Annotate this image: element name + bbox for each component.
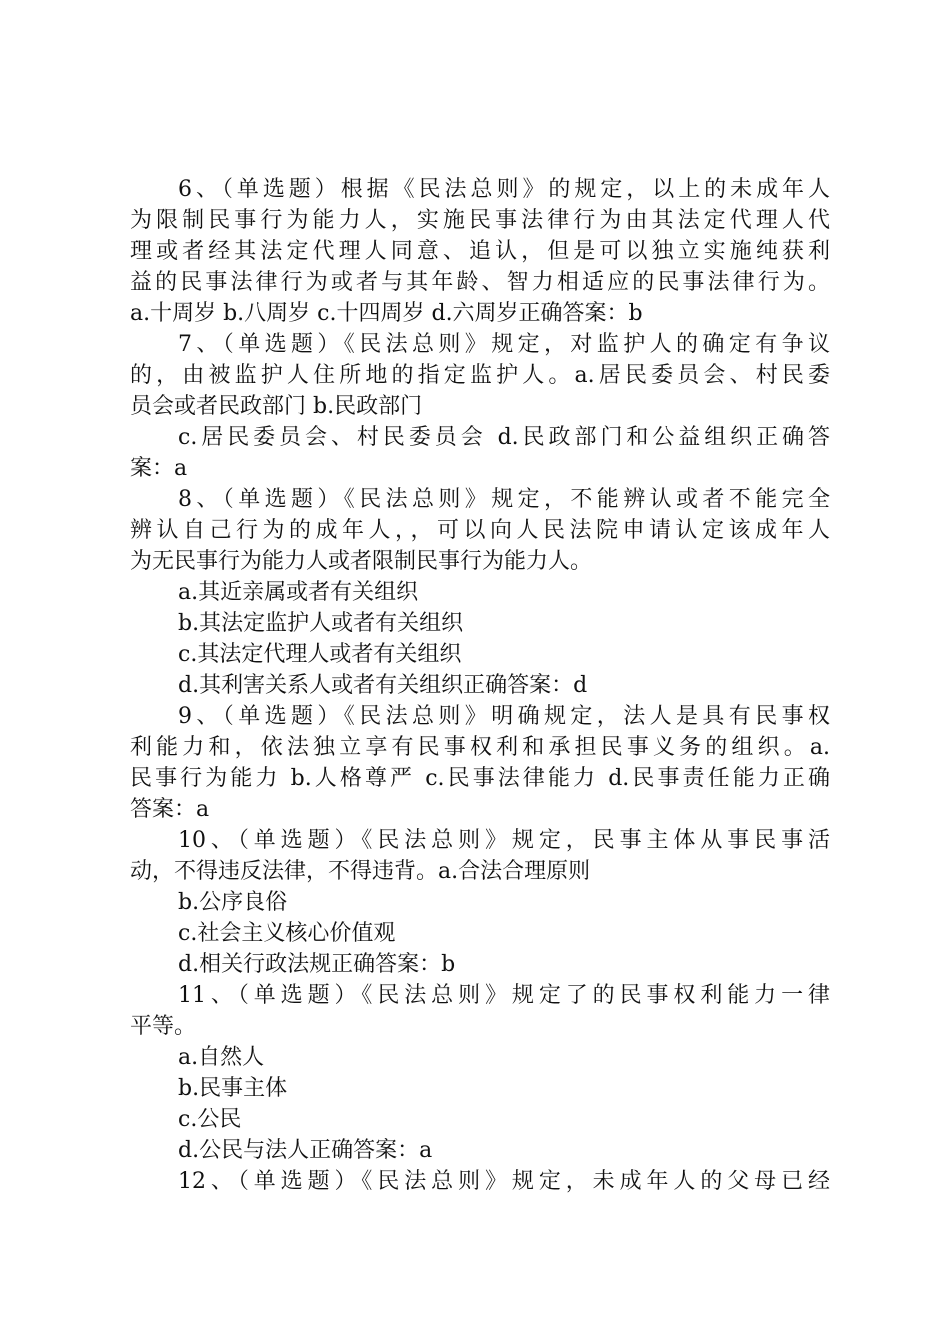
text-line: 7、（单选题）《民法总则》规定，对监护人的确定有争议 [178, 332, 830, 357]
text-line: 益的民事法律行为或者与其年龄、智力相适应的民事法律行为。 [130, 270, 830, 295]
text-line: 动，不得违反法律，不得违背。a.合法合理原则 [130, 859, 591, 884]
text-line: 理或者经其法定代理人同意、追认，但是可以独立实施纯获利 [130, 239, 830, 264]
text-line: 6、（单选题）根据《民法总则》的规定，以上的未成年人 [178, 177, 830, 202]
text-line: d.其利害关系人或者有关组织正确答案：d [178, 673, 588, 698]
text-line: 平等。 [130, 1014, 197, 1039]
text-line: 民事行为能力 b.人格尊严 c.民事法律能力 d.民事责任能力正确 [130, 766, 830, 791]
text-line: a.其近亲属或者有关组织 [178, 580, 419, 605]
text-line: 为限制民事行为能力人，实施民事法律行为由其法定代理人代 [130, 208, 830, 233]
text-line: 11、（单选题）《民法总则》规定了的民事权利能力一律 [178, 983, 830, 1008]
text-line: 8、（单选题）《民法总则》规定，不能辨认或者不能完全 [178, 487, 830, 512]
text-line: 答案：a [130, 797, 210, 822]
text-line: 12、（单选题）《民法总则》规定，未成年人的父母已经 [178, 1169, 830, 1194]
document-body [130, 174, 830, 1197]
text-line: 的，由被监护人住所地的指定监护人。a.居民委员会、村民委 [130, 363, 830, 388]
text-line: 10、（单选题）《民法总则》规定，民事主体从事民事活 [178, 828, 830, 853]
text-line: a.十周岁 b.八周岁 c.十四周岁 d.六周岁正确答案：b [130, 301, 643, 326]
text-line: 辨认自己行为的成年人，，可以向人民法院申请认定该成年人 [130, 518, 830, 543]
text-line: 员会或者民政部门 b.民政部门 [130, 394, 423, 419]
text-line: b.其法定监护人或者有关组织 [178, 611, 464, 636]
text-line: a.自然人 [178, 1045, 265, 1070]
text-line: b.民事主体 [178, 1076, 288, 1101]
text-line: d.相关行政法规正确答案：b [178, 952, 456, 977]
text-line: c.其法定代理人或者有关组织 [178, 642, 462, 667]
text-line: c.公民 [178, 1107, 242, 1132]
text-line: 为无民事行为能力人或者限制民事行为能力人。 [130, 549, 593, 574]
text-line: 案：a [130, 456, 188, 481]
text-line: 9、（单选题）《民法总则》明确规定，法人是具有民事权 [178, 704, 830, 729]
text-line: d.公民与法人正确答案：a [178, 1138, 433, 1163]
text-line: 利能力和，依法独立享有民事权利和承担民事义务的组织。a. [130, 735, 830, 760]
text-line: c.居民委员会、村民委员会 d.民政部门和公益组织正确答 [178, 425, 830, 450]
text-line: c.社会主义核心价值观 [178, 921, 396, 946]
text-line: b.公序良俗 [178, 890, 288, 915]
